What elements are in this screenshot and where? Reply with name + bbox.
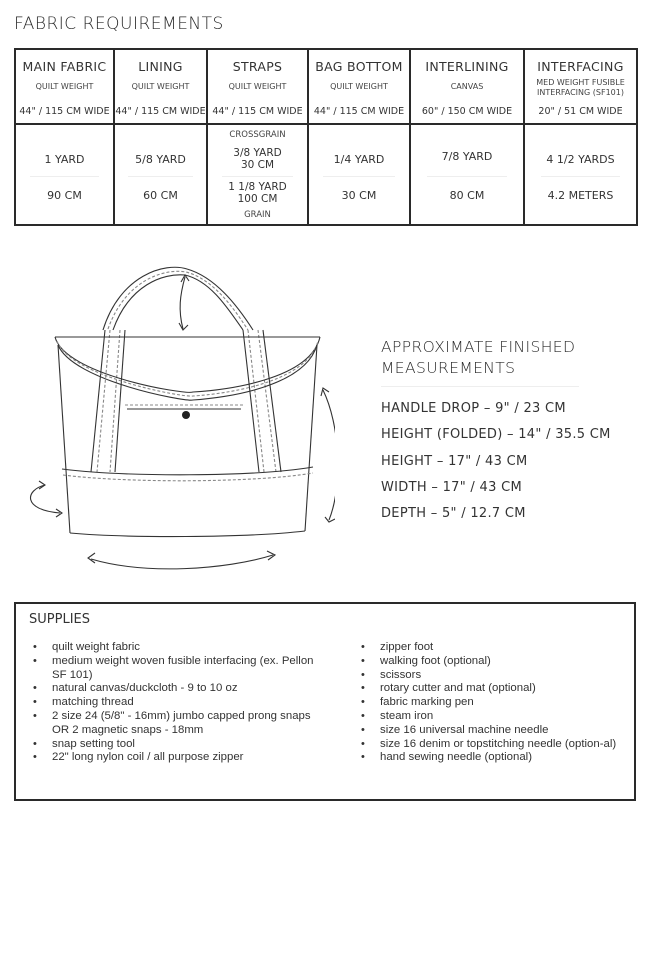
divider: [541, 176, 621, 177]
list-item: • 22" long nylon coil / all purpose zipper: [30, 751, 320, 765]
list-item: • 2 size 24 (5/8" - 16mm) jumbo capped prong snaps OR 2 magnetic snaps - 18mm: [30, 710, 320, 738]
list-item: • scissors: [358, 669, 620, 683]
list-item: • hand sewing needle (optional): [358, 751, 620, 765]
table-header-row: [15, 49, 637, 124]
supplies-title: SUPPLIES: [29, 612, 90, 627]
measurement-width: WIDTH – 17" / 43 CM: [381, 479, 523, 495]
divider: [323, 176, 395, 177]
list-item: • snap setting tool: [30, 738, 320, 752]
measurement-handle-drop: HANDLE DROP – 9" / 23 CM: [381, 401, 566, 416]
list-item: • quilt weight fabric: [30, 641, 320, 655]
value-interfacing: 4 1/2 YARDS 4.2 METERS: [524, 124, 637, 225]
header-lining: LINING QUILT WEIGHT 44" / 115 CM WIDE: [114, 49, 207, 124]
value-bag-bottom: 1/4 YARD 30 CM: [308, 124, 410, 225]
supplies-list-right: [358, 641, 620, 765]
list-item: • fabric marking pen: [358, 696, 620, 710]
divider: [381, 386, 579, 387]
list-item: • rotary cutter and mat (optional): [358, 682, 620, 696]
header-interfacing: INTERFACING MED WEIGHT FUSIBLE INTERFACING (SF101) 20" / 51 CM WIDE: [524, 49, 637, 124]
measurements-title-line1: APPROXIMATE FINISHED: [381, 338, 576, 356]
table-values-row: [15, 124, 637, 225]
supplies-box: [14, 602, 636, 801]
list-item: • size 16 denim or topstitching needle (option-al): [358, 738, 620, 752]
header-main-fabric: MAIN FABRIC QUILT WEIGHT 44" / 115 CM WIDE: [15, 49, 114, 124]
header-interlining: INTERLINING CANVAS 60" / 150 CM WIDE: [410, 49, 524, 124]
fabric-requirements-table: [14, 48, 638, 226]
finished-measurements: [381, 337, 641, 527]
measurement-height-folded: HEIGHT (FOLDED) – 14" / 35.5 CM: [381, 427, 611, 443]
list-item: • zipper foot: [358, 641, 620, 655]
value-lining: 5/8 YARD 60 CM: [114, 124, 207, 225]
value-interlining: 7/8 YARD 80 CM: [410, 124, 524, 225]
list-item: • size 16 universal machine needle: [358, 724, 620, 738]
header-straps: STRAPS QUILT WEIGHT 44" / 115 CM WIDE: [207, 49, 308, 124]
list-item: • steam iron: [358, 710, 620, 724]
value-straps: CROSSGRAIN 3/8 YARD 30 CM 1 1/8 YARD 100 CM GRAIN: [207, 124, 308, 225]
divider: [222, 176, 293, 177]
measurement-height: HEIGHT – 17" / 43 CM: [381, 453, 528, 469]
header-bag-bottom: BAG BOTTOM QUILT WEIGHT 44" / 115 CM WIDE: [308, 49, 410, 124]
list-item: • matching thread: [30, 696, 320, 710]
list-item: • natural canvas/duckcloth - 9 to 10 oz: [30, 682, 320, 696]
list-item: • medium weight woven fusible interfacing (ex. Pellon SF 101): [30, 655, 320, 683]
divider: [128, 176, 194, 177]
value-main-fabric: 1 YARD 90 CM: [15, 124, 114, 225]
supplies-list-left: [30, 641, 320, 765]
divider: [427, 176, 508, 177]
tote-bag-illustration: [25, 265, 335, 570]
page-title: FABRIC REQUIREMENTS: [14, 14, 224, 34]
divider: [30, 176, 100, 177]
measurements-title-line2: MEASUREMENTS: [381, 359, 516, 377]
measurement-depth: DEPTH – 5" / 12.7 CM: [381, 506, 526, 522]
list-item: • walking foot (optional): [358, 655, 620, 669]
